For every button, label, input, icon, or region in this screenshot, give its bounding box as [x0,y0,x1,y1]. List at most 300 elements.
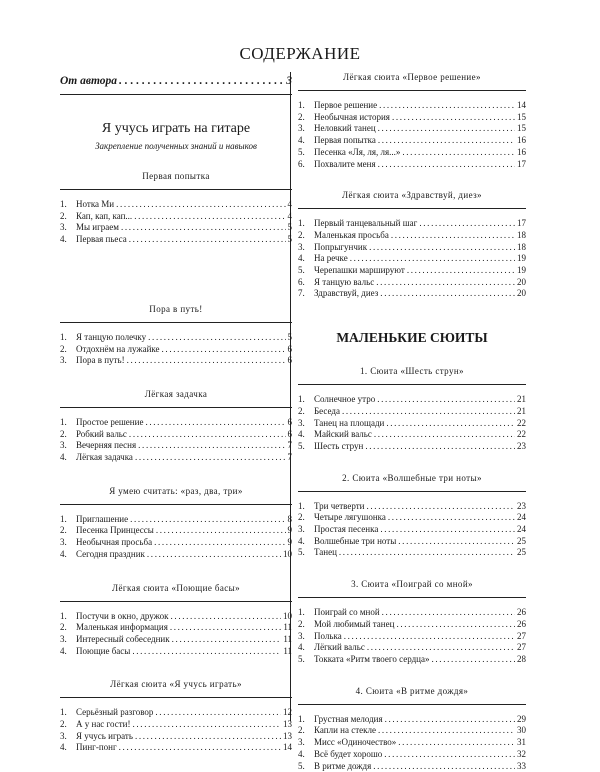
entry-page: 18 [517,242,526,254]
toc-entry[interactable] [60,452,292,464]
toc-entry[interactable] [298,265,526,277]
leader-dots [129,234,286,246]
entry-page: 14 [517,100,526,112]
entry-title: Песенка «Ля, ля, ля...» [314,147,400,159]
entry-title: Танец [314,547,337,559]
section-heading: Я умею считать: «раз, два, три» [60,486,292,505]
entry-page: 7 [288,452,293,464]
toc-entry[interactable] [60,537,292,549]
entry-number: 4. [298,135,314,147]
entry-page: 10 [283,549,292,561]
entry-list [298,501,526,560]
entry-title: Необычная история [314,112,390,124]
entry-page: 6 [288,417,293,429]
toc-entry[interactable] [298,218,526,230]
entry-list [60,199,292,246]
section-heading: Лёгкая сюита «Я учусь играть» [60,679,292,698]
toc-section [298,686,526,772]
leader-dots [419,218,515,230]
entry-number: 1. [298,218,314,230]
toc-section [298,72,526,170]
toc-entry[interactable] [298,159,526,171]
entry-number: 2. [60,211,76,223]
entry-title: Первая попытка [314,135,376,147]
leader-dots [135,452,286,464]
entry-title: Первое решение [314,100,377,112]
entry-title: Поющие басы [76,646,130,658]
leader-dots [367,642,515,654]
entry-page: 33 [517,761,526,772]
toc-entry[interactable] [60,634,292,646]
leader-dots [407,265,515,277]
leader-dots [398,737,515,749]
entry-title: Майский вальс [314,429,372,441]
entry-page: 23 [517,441,526,453]
entry-page: 13 [283,731,292,743]
entry-number: 3. [298,418,314,430]
entry-title: Я танцую полечку [76,332,146,344]
section-heading: 4. Сюита «В ритме дождя» [298,686,526,705]
entry-page: 5 [288,234,293,246]
leader-dots [384,749,515,761]
toc-entry[interactable] [298,441,526,453]
entry-list [60,707,292,754]
leader-dots [130,514,285,526]
toc-entry[interactable] [60,417,292,429]
leader-dots [339,547,515,559]
entry-title: Первая пьеса [76,234,127,246]
entry-title: Простая песенка [314,524,378,536]
toc-entry[interactable] [298,253,526,265]
toc-entry[interactable] [60,332,292,344]
entry-title: Отдохнём на лужайке [76,344,160,356]
toc-entry[interactable] [298,123,526,135]
entry-page: 22 [517,429,526,441]
entry-title: Мой любимый танец [314,619,394,631]
entry-page: 11 [283,634,292,646]
toc-entry[interactable] [298,761,526,772]
leader-dots [129,429,286,441]
entry-page: 32 [517,749,526,761]
entry-title: Беседа [314,406,340,418]
toc-entry[interactable] [60,222,292,234]
entry-title: Пинг-понг [76,742,117,754]
entry-page: 11 [283,622,292,634]
leader-dots [145,417,285,429]
entry-number: 2. [298,725,314,737]
toc-entry[interactable] [298,242,526,254]
leader-dots [170,622,281,634]
entry-number: 1. [60,611,76,623]
entry-title: Постучи в окно, дружок [76,611,169,623]
toc-entry[interactable] [298,725,526,737]
toc-entry[interactable] [60,742,292,754]
entry-number: 2. [298,112,314,124]
entry-title: Лёгкая задачка [76,452,133,464]
entry-number: 3. [60,355,76,367]
toc-section [60,304,292,367]
leader-dots [380,524,515,536]
entry-page: 20 [517,288,526,300]
entry-page: 19 [517,265,526,277]
toc-entry[interactable] [60,719,292,731]
entry-number: 2. [298,230,314,242]
toc-entry[interactable] [298,230,526,242]
entry-number: 1. [60,199,76,211]
entry-number: 4. [298,642,314,654]
toc-entry[interactable] [60,731,292,743]
toc-entry[interactable] [298,642,526,654]
toc-entry[interactable] [298,714,526,726]
entry-page: 24 [517,524,526,536]
section-heading: Первая попытка [60,171,292,190]
entry-title: Неловкий танец [314,123,376,135]
entry-number: 5. [298,547,314,559]
entry-number: 2. [60,344,76,356]
entry-number: 6. [298,277,314,289]
entry-number: 3. [298,242,314,254]
toc-entry[interactable] [60,611,292,623]
entry-page: 5 [288,332,293,344]
entry-number: 5. [298,147,314,159]
entry-title: Маленькая информация [76,622,168,634]
entry-number: 5. [298,761,314,772]
entry-number: 4. [298,429,314,441]
page-title: СОДЕРЖАНИЕ [0,44,600,64]
entry-number: 2. [60,719,76,731]
entry-title: Кап, кап, кап... [76,211,132,223]
toc-entry[interactable] [60,525,292,537]
entry-number: 4. [60,234,76,246]
entry-number: 2. [60,429,76,441]
entry-title: Нотка Ми [76,199,114,211]
leader-dots [386,418,515,430]
toc-entry[interactable] [60,622,292,634]
part-subtitle: Закрепление полученных знаний и навыков [60,141,292,151]
entry-number: 6. [298,159,314,171]
small-suites-heading: МАЛЕНЬКИЕ СЮИТЫ [298,330,526,346]
leader-dots [396,619,515,631]
entry-page: 19 [517,253,526,265]
leader-dots [154,537,285,549]
section-heading: Лёгкая сюита «Поющие басы» [60,583,292,602]
entry-number: 4. [298,749,314,761]
entry-page: 4 [288,211,293,223]
entry-page: 4 [288,199,293,211]
toc-section [298,473,526,560]
leader-dots [116,199,285,211]
toc-entry[interactable] [60,646,292,658]
leader-dots [369,242,515,254]
entry-number: 1. [60,707,76,719]
toc-entry[interactable] [298,406,526,418]
toc-entry[interactable] [60,234,292,246]
toc-entry[interactable] [298,631,526,643]
entry-page: 13 [283,719,292,731]
toc-entry[interactable] [298,619,526,631]
entry-number: 4. [60,452,76,464]
leader-dots [380,288,515,300]
section-heading: 2. Сюита «Волшебные три ноты» [298,473,526,492]
entry-number: 2. [60,525,76,537]
entry-number: 3. [60,634,76,646]
entry-number: 1. [60,514,76,526]
leader-dots [350,253,515,265]
entry-page: 15 [517,112,526,124]
entry-title: Интересный собеседник [76,634,170,646]
entry-list [60,611,292,658]
leader-dots [147,549,281,561]
entry-number: 1. [60,332,76,344]
leader-dots [391,230,515,242]
author-page: 3 [286,75,292,87]
entry-number: 3. [60,537,76,549]
toc-entry[interactable] [298,288,526,300]
part-title: Я учусь играть на гитаре [60,121,292,137]
toc-section [60,486,292,561]
entry-title: Танец на площади [314,418,384,430]
entry-number: 3. [298,631,314,643]
entry-number: 5. [298,654,314,666]
toc-entry[interactable] [298,135,526,147]
leader-dots [392,112,515,124]
entry-page: 21 [517,394,526,406]
entry-page: 10 [283,611,292,623]
entry-page: 27 [517,631,526,643]
entry-list [60,514,292,561]
entry-page: 31 [517,737,526,749]
entry-number: 3. [60,731,76,743]
right-column [298,72,526,772]
leader-dots [365,441,515,453]
toc-entry[interactable] [298,112,526,124]
entry-page: 26 [517,619,526,631]
entry-title: Шесть струн [314,441,363,453]
leader-dots [132,646,281,658]
entry-page: 16 [517,135,526,147]
toc-entry[interactable] [60,549,292,561]
entry-title: Необычная просьба [76,537,152,549]
toc-entry[interactable] [298,547,526,559]
entry-page: 6 [288,344,293,356]
entry-number: 1. [60,417,76,429]
leader-dots [379,100,515,112]
section-heading: 1. Сюита «Шесть струн» [298,366,526,385]
entry-number: 4. [60,742,76,754]
toc-entry[interactable] [60,514,292,526]
entry-page: 29 [517,714,526,726]
entry-number: 5. [298,265,314,277]
entry-number: 1. [298,394,314,406]
leader-dots [134,211,285,223]
leader-dots [138,440,285,452]
entry-page: 12 [283,707,292,719]
toc-entry[interactable] [60,355,292,367]
leader-dots [378,159,515,171]
entry-page: 14 [283,742,292,754]
entry-page: 17 [517,218,526,230]
section-heading: 3. Сюита «Поиграй со мной» [298,579,526,598]
entry-page: 5 [288,222,293,234]
entry-number: 2. [60,622,76,634]
toc-entry[interactable] [298,749,526,761]
leader-dots [133,719,282,731]
leader-dots [388,512,515,524]
toc-entry[interactable] [298,607,526,619]
leader-dots [344,631,515,643]
entry-page: 23 [517,501,526,513]
leader-dots [378,725,515,737]
leader-dots [156,525,286,537]
leader-dots [119,75,284,87]
toc-section [298,366,526,453]
author-entry[interactable] [60,75,292,95]
entry-page: 18 [517,230,526,242]
section-heading: Лёгкая сюита «Первое решение» [298,72,526,91]
entry-list [298,394,526,453]
entry-list [298,714,526,772]
leader-dots [373,761,515,772]
toc-entry[interactable] [298,100,526,112]
entry-title: Три четверти [314,501,365,513]
entry-number: 3. [60,440,76,452]
entry-title: Приглашение [76,514,128,526]
toc-entry[interactable] [298,512,526,524]
entry-title: На речке [314,253,348,265]
leader-dots [402,147,515,159]
toc-entry[interactable] [60,344,292,356]
left-column [60,72,292,754]
entry-page: 25 [517,536,526,548]
entry-page: 15 [517,123,526,135]
toc-entry[interactable] [298,524,526,536]
entry-title: Похвалите меня [314,159,376,171]
entry-number: 3. [60,222,76,234]
entry-list [60,332,292,367]
leader-dots [127,355,286,367]
entry-title: Мисс «Одиночество» [314,737,396,749]
entry-page: 25 [517,547,526,559]
section-heading: Лёгкая задачка [60,389,292,408]
entry-title: Полька [314,631,342,643]
entry-number: 4. [298,253,314,265]
entry-title: Лёгкий вальс [314,642,365,654]
toc-entry[interactable] [60,429,292,441]
entry-title: Пора в путь! [76,355,125,367]
entry-page: 22 [517,418,526,430]
leader-dots [376,277,515,289]
toc-entry[interactable] [298,394,526,406]
toc-entry[interactable] [60,211,292,223]
entry-list [298,218,526,300]
toc-entry[interactable] [298,277,526,289]
entry-number: 4. [60,549,76,561]
entry-number: 2. [298,619,314,631]
entry-title: Токката «Ритм твоего сердца» [314,654,430,666]
entry-title: Серьёзный разговор [76,707,153,719]
entry-page: 24 [517,512,526,524]
entry-number: 2. [298,406,314,418]
leader-dots [171,611,281,623]
leader-dots [367,501,516,513]
entry-page: 30 [517,725,526,737]
leader-dots [342,406,515,418]
entry-title: А у нас гости! [76,719,131,731]
leader-dots [135,731,281,743]
leader-dots [121,222,286,234]
entry-title: Вечерняя песня [76,440,136,452]
toc-section [60,583,292,658]
entry-number: 5. [298,441,314,453]
entry-title: Всё будет хорошо [314,749,382,761]
entry-title: Первый танцевальный шаг [314,218,417,230]
leader-dots [398,536,515,548]
leader-dots [119,742,281,754]
toc-entry[interactable] [298,737,526,749]
entry-title: Четыре лягушонка [314,512,386,524]
toc-entry[interactable] [298,501,526,513]
toc-section [60,679,292,754]
toc-entry[interactable] [298,654,526,666]
entry-page: 26 [517,607,526,619]
leader-dots [148,332,285,344]
entry-list [60,417,292,464]
entry-page: 6 [288,355,293,367]
leader-dots [172,634,282,646]
entry-title: Я учусь играть [76,731,133,743]
toc-entry[interactable] [298,536,526,548]
entry-title: Волшебные три ноты [314,536,396,548]
entry-list [298,100,526,170]
entry-title: Мы играем [76,222,119,234]
entry-list [298,607,526,666]
entry-page: 11 [283,646,292,658]
toc-entry[interactable] [60,707,292,719]
entry-page: 16 [517,147,526,159]
entry-title: Простое решение [76,417,143,429]
entry-number: 4. [298,536,314,548]
entry-number: 4. [60,646,76,658]
entry-number: 1. [298,714,314,726]
entry-page: 20 [517,277,526,289]
entry-page: 27 [517,642,526,654]
leader-dots [385,714,515,726]
toc-entry[interactable] [298,418,526,430]
toc-entry[interactable] [298,429,526,441]
entry-title: Черепашки маршируют [314,265,405,277]
entry-page: 8 [288,514,293,526]
toc-section [60,171,292,246]
entry-title: Здравствуй, диез [314,288,378,300]
entry-page: 7 [288,440,293,452]
entry-title: Маленькая просьба [314,230,389,242]
toc-entry[interactable] [60,440,292,452]
leader-dots [377,394,515,406]
entry-title: Капли на стекле [314,725,376,737]
entry-page: 6 [288,429,293,441]
entry-title: Песенка Принцессы [76,525,154,537]
leader-dots [382,607,515,619]
section-heading: Пора в путь! [60,304,292,323]
entry-number: 1. [298,607,314,619]
entry-page: 9 [288,537,293,549]
leader-dots [378,135,515,147]
entry-number: 3. [298,737,314,749]
entry-number: 1. [298,501,314,513]
toc-entry[interactable] [298,147,526,159]
toc-entry[interactable] [60,199,292,211]
entry-title: Поиграй со мной [314,607,380,619]
